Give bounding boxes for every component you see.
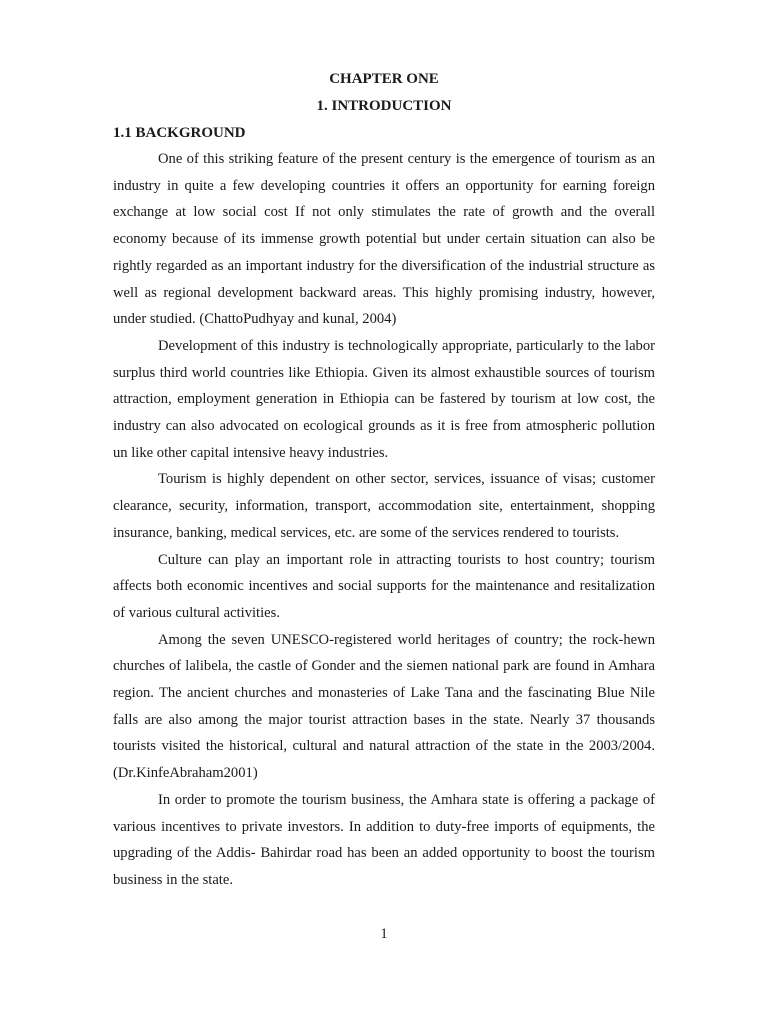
paragraph-3: Tourism is highly dependent on other sector, services, issuance of visas; customer clearance, security, information, transport, accommodation site, entertainment, shopping insurance, banking, medical services, etc. are some of the services rendered to tourists. — [113, 471, 655, 541]
paragraph-1: One of this striking feature of the present century is the emergence of tourism as an industry in quite a few developing countries it offers an opportunity for earning foreign exchange at low social cost If not only stimulates the rate of growth and the overall economy because of its immense growth potential but under certain situation can also be rightly regarded as an important industry for the diversification of the industrial structure as well as regional development backward areas. This highly promising industry, however, under studied. (ChattoPudhyay and kunal, 2004) — [113, 151, 655, 328]
intro-title: 1. INTRODUCTION — [316, 98, 452, 114]
section-title: 1.1 BACKGROUND — [113, 125, 246, 141]
paragraph-2: Development of this industry is technologically appropriate, particularly to the labor surplus third world countries like Ethiopia. Given its almost exhaustible sources of tourism attraction, employment generation in Ethiopia can be fastered by tourism at low cost, the industry can also advocated on ecological grounds as it is free from atmospheric pollution un like other capital intensive heavy industries. — [113, 337, 655, 461]
paragraph-6: In order to promote the tourism business, the Amhara state is offering a package of various incentives to private investors. In addition to duty-free imports of equipments, the upgrading of the Addis- Bahirdar road has been an added opportunity to boost the tourism business in the state. — [113, 791, 655, 888]
body-text — [113, 146, 655, 894]
paragraph-5: Among the seven UNESCO-registered world heritages of country; the rock-hewn churches of lalibela, the castle of Gonder and the siemen national park are found in Amhara region. The ancient churches and monasteries of Lake Tana and the fascinating Blue Nile falls are also among the major tourist attraction bases in the state. Nearly 37 thousands tourists visited the historical, cultural and natural attraction of the state in the 2003/2004. (Dr.KinfeAbraham2001) — [113, 631, 655, 782]
chapter-title: CHAPTER ONE — [329, 71, 439, 87]
paragraph-4: Culture can play an important role in attracting tourists to host country; tourism affects both economic incentives and social supports for the maintenance and resitalization of various cultural activities. — [113, 551, 655, 621]
page-number: 1 — [380, 926, 388, 942]
